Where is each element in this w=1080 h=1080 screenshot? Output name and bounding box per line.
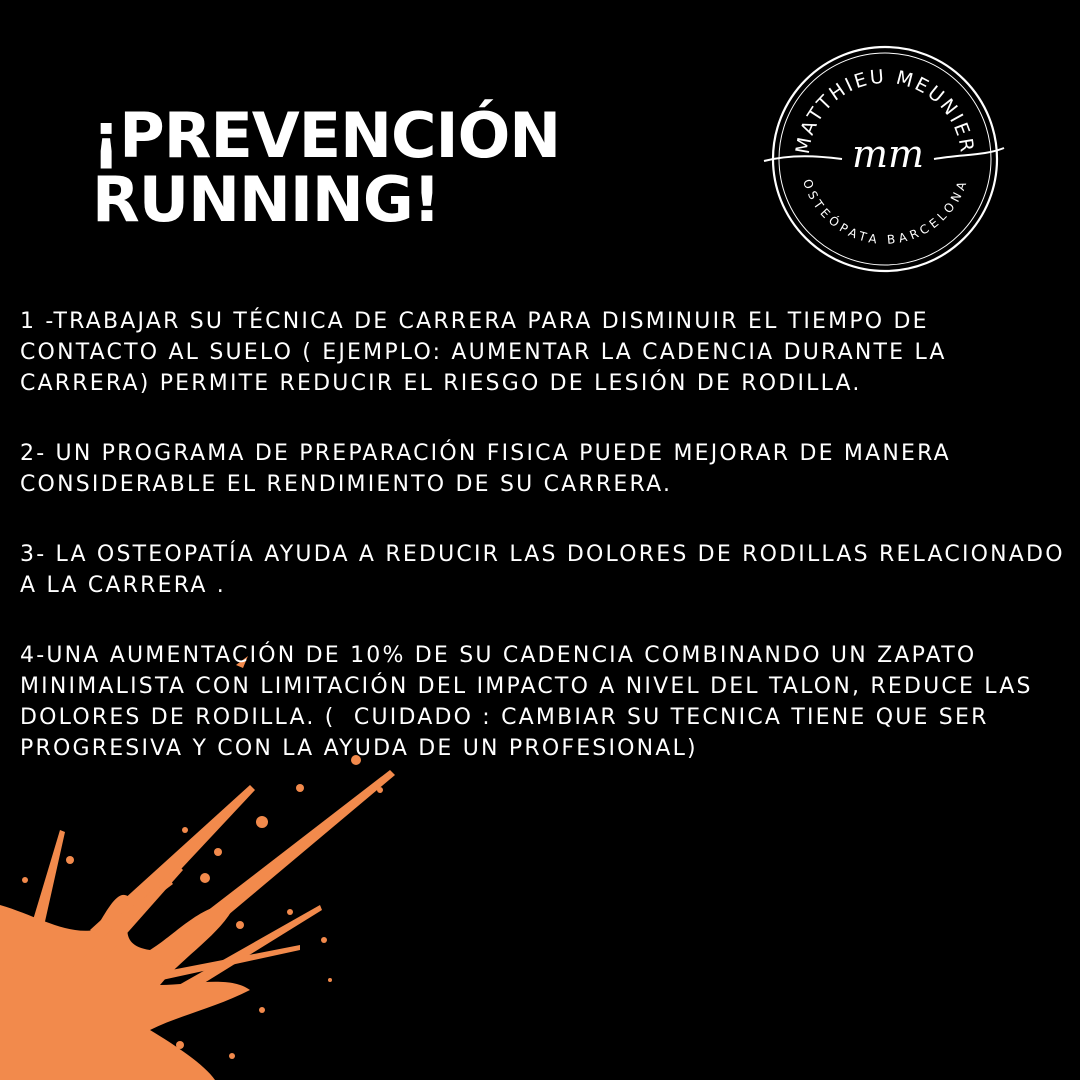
tip-2: 2- UN PROGRAMA DE PREPARACIÓN FISICA PUEDE MEJORAR DE MANERA CONSIDERABLE EL RENDIMIENTO DE SU CARRERA. [20,441,961,497]
title-line-1: ¡PREVENCIÓN [92,99,561,172]
tip-4: 4-UNA AUMENTACIÓN DE 10% DE SU CADENCIA COMBINANDO UN ZAPATO MINIMALISTA CON LIMITACIÓN DEL IMPACTO A NIVEL DEL TALON, REDUCE LAS DOLORES DE RODILLA. ( CUIDADO : CAMBIAR SU TECNICA TIENE QUE SER PROGRESIVA Y CON LA AYUDA DE UN PROFESIONAL) [20,643,1042,761]
logo-name: MATTHIEU MEUNIER [791,65,979,156]
tips-list [20,306,1074,803]
logo-subtitle: OSTEÓPATA BARCELONA [800,177,970,247]
page-title [92,99,561,236]
title-line-2: RUNNING! [92,163,440,236]
svg-text:OSTEÓPATA BARCELONA [800,177,970,247]
tip-1: 1 -TRABAJAR SU TÉCNICA DE CARRERA PARA DISMINUIR EL TIEMPO DE CONTACTO AL SUELO ( EJEMPLO: AUMENTAR LA CADENCIA DURANTE LA CARRERA) PERMITE REDUCIR EL RIESGO DE LESIÓN DE RODILLA. [20,309,956,396]
logo-monogram: mm [851,132,925,176]
tip-3: 3- LA OSTEOPATÍA AYUDA A REDUCIR LAS DOLORES DE RODILLAS RELACIONADO A LA CARRERA . [20,542,1074,598]
matthieu-meunier-logo [762,44,1008,274]
